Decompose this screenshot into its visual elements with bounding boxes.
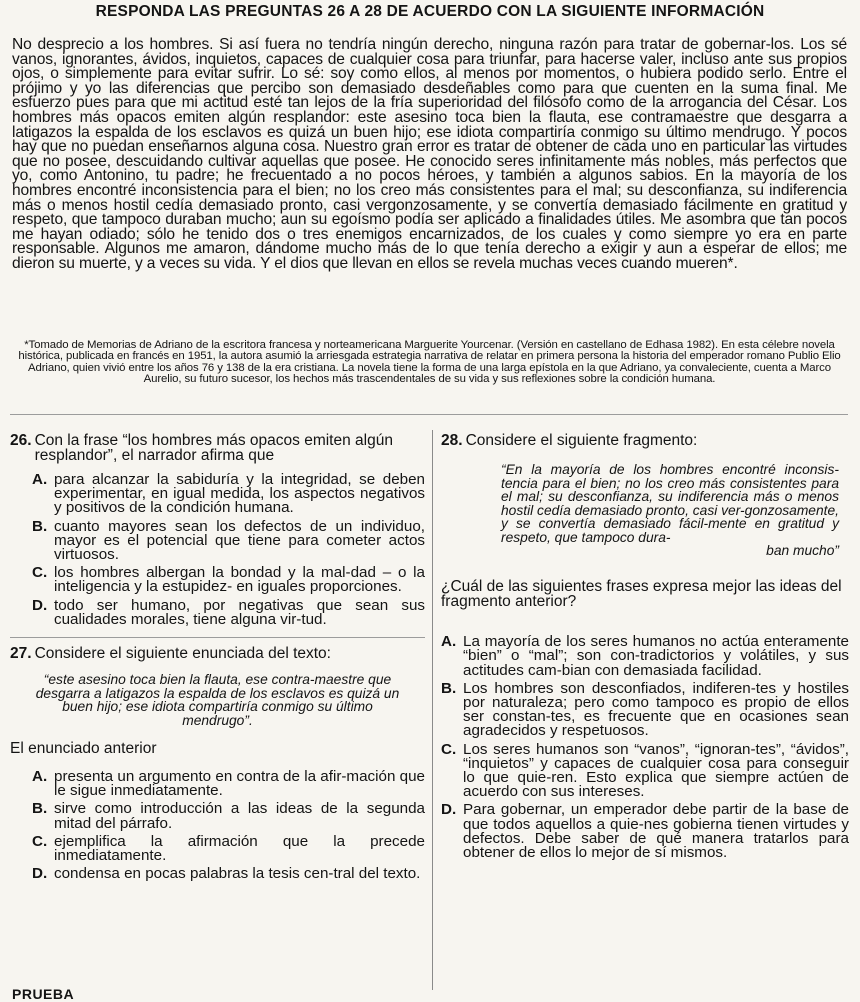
question-prompt: ¿Cuál de las siguientes frases expresa mejor las ideas del fragmento anterior? — [441, 578, 842, 611]
option-letter: B. — [32, 800, 48, 818]
source-footnote: *Tomado de Memorias de Adriano de la escritora francesa y norteamericana Marguerite Yourcenar. (Versión en castellano de Edhasa 1982). En esta célebre novela histórica, publicada en francés en 1951, la autora asumió la arriesgada estrategia narrativa de relatar en primera persona la historia del emperador romano Publio Elio Adriano, quien vivió entre los años 76 y 138 de la era cristiana. La novela tiene la forma de una larga epístola en la que Adriano, ya convaleciente, cuenta a Marco Aurelio, su futuro sucesor, los hechos más trascendentales de su vida y sus reflexiones sobre la condición humana. — [18, 339, 841, 385]
footer-label: PRUEBA — [12, 986, 75, 1002]
question-number: 27. — [10, 645, 32, 663]
option-letter: C. — [441, 740, 457, 758]
option-text: cuanto mayores sean los defectos de un individuo, mayor es el potencial que tiene para cometer actos virtuosos. — [54, 517, 425, 564]
option-letter: A. — [441, 633, 457, 651]
option-text: ejemplifica la afirmación que la precede inmediatamente. — [54, 832, 425, 865]
option-a[interactable] — [441, 635, 849, 678]
question-26 — [10, 433, 425, 627]
question-lead: El enunciado anterior — [10, 740, 157, 758]
option-text: sirve como introducción a las ideas de la segunda mitad del párrafo. — [54, 800, 425, 832]
option-letter: D. — [32, 596, 48, 614]
option-b[interactable] — [32, 517, 425, 564]
option-letter: D. — [441, 801, 457, 819]
option-d[interactable] — [32, 867, 425, 881]
question-number: 28. — [441, 432, 463, 449]
option-c[interactable] — [32, 832, 425, 865]
question-quote: “este asesino toca bien la flauta, ese contra-maestre que desgarra a latigazos la espalda de los esclavos es quizá un buen hijo; ese idiota compartiría conmigo su último mendrugo”. — [35, 672, 400, 728]
option-letter: C. — [32, 564, 48, 582]
reading-passage: No desprecio a los hombres. Si así fuera no tendría ningún derecho, ninguna razón para tratar de gobernar-los. Los sé vanos, ignorantes, ávidos, inquietos, capaces de cualquier cosa para triunfar, para hacerse valer, incluso ante sus propios ojos, o simplemente para evitar sufrir. Lo sé: soy como ellos, al menos por momentos, o hubiera podido serlo. Entre el prójimo y yo las diferencias que percibo son demasiado desdeñables como para que cuenten en la suma final. Me esfuerzo pues para que mi actitud esté tan lejos de la fría superioridad del filósofo como de la arrogancia del César. Los hombres más opacos emiten algún resplandor: este asesino toca bien la flauta, ese contramaestre que desgarra a latigazos la espalda de los esclavos es quizá un buen hijo; ese idiota compartiría conmigo su último mendrugo. Y pocos hay que no puedan enseñarnos alguna cosa. Nuestro gran error es tratar de obtener de cada uno en particular las virtudes que no posee, descuidando cultivar aquellas que posee. He conocido seres infinitamente más nobles, más perfectos que yo, como Antonino, tu padre; he frecuentado a no pocos héroes, y también a algunos sabios. En la mayoría de los hombres encontré inconsistencia para el bien; no los creo más consistentes para el mal; su desconfianza, su indiferencia más o menos hostil cedía demasiado pronto, casi vergonzosamente, y se convertía demasiado fácilmente en gratitud y respeto, que tampoco duraban mucho; aun su egoísmo podía ser aplicado a finalidades útiles. Me asombra que tan pocos me hayan odiado; sólo he tenido dos o tres enemigos encarnizados, de los cuales y como siempre yo era en parte responsable. Algunos me amaron, dándome mucho más de lo que tenía derecho a exigir y aun a esperar de ellos; me dieron su muerte, y a veces su vida. Y el dios que llevan en ellos se revela muchas veces cuando mueren*. — [12, 36, 847, 272]
option-a[interactable] — [32, 770, 425, 798]
question-stem: Considere el siguiente enunciada del texto: — [34, 645, 331, 663]
option-text: Los hombres son desconfiados, indiferen-tes y hostiles por naturaleza; pero como tampoco es propio de ellos ser constan-tes, es frecuente que en ocasiones sean agradecidos y respetuosos. — [463, 679, 849, 740]
option-text: Los seres humanos son “vanos”, “ignoran-tes”, “ávidos”, “inquietos” y capaces de cualquier cosa para conseguir lo que quie-ren. Esto explica que siempre actúen de acuerdo con sus intereses. — [463, 740, 849, 801]
question-27 — [10, 646, 425, 881]
option-letter: C. — [32, 832, 48, 850]
option-letter: A. — [32, 768, 48, 786]
option-text: Para gobernar, un emperador debe partir de la base de que todos aquellos a quie-nes gobierna tienen virtudes y defectos. Debe saber de qué manera tratarlos para obtener de ellos lo mejor de sí mismos. — [463, 801, 849, 862]
question-number: 26. — [10, 432, 32, 449]
question-quote-end: ban mucho” — [766, 543, 839, 558]
option-text: condensa en pocas palabras la tesis cen-tral del texto. — [54, 865, 421, 883]
question-divider — [10, 637, 425, 638]
option-c[interactable] — [32, 566, 425, 594]
left-column — [10, 433, 425, 881]
question-stem: Con la frase “los hombres más opacos emiten algún resplandor”, el narrador afirma que — [34, 432, 393, 464]
option-b[interactable] — [32, 802, 425, 830]
option-letter: D. — [32, 865, 48, 883]
option-letter: B. — [32, 517, 48, 535]
option-text: para alcanzar la sabiduría y la integridad, se deben experimentar, en igual medida, los aspectos negativos y positivos de la condición humana. — [54, 471, 425, 517]
question-stem: Considere el siguiente fragmento: — [465, 432, 698, 449]
option-text: todo ser humano, por negativas que sean sus cualidades morales, tiene alguna vir-tud. — [54, 596, 425, 628]
question-28 — [441, 433, 849, 860]
option-d[interactable] — [32, 596, 425, 628]
question-quote: “En la mayoría de los hombres encontré inconsis-tencia para el bien; no los creo más consistentes para el mal; su desconfianza, su indiferencia más o menos hostil cedía demasiado pronto, casi ver-gonzosamente, y se convertía demasiado fácil-mente en gratitud y respeto, que tampoco dura- — [501, 462, 839, 545]
column-divider — [432, 430, 433, 990]
option-letter: A. — [32, 471, 48, 488]
option-text: La mayoría de los seres humanos no actúa enteramente “bien” o “mal”; son con-tradictorios y volátiles, y sus actitudes cam-bian con demasiada facilidad. — [463, 633, 849, 679]
option-c[interactable] — [441, 740, 849, 801]
option-b[interactable] — [441, 679, 849, 740]
section-divider — [10, 414, 848, 415]
option-text: presenta un argumento en contra de la afir-mación que le sigue inmediatamente. — [54, 768, 425, 800]
option-text: los hombres albergan la bondad y la mal-dad – o la inteligencia y la estupidez- en iguales proporciones. — [54, 564, 425, 596]
section-header: RESPONDA LAS PREGUNTAS 26 A 28 DE ACUERDO CON LA SIGUIENTE INFORMACIÓN — [95, 3, 765, 20]
right-column — [441, 433, 849, 860]
option-d[interactable] — [441, 803, 849, 860]
option-letter: B. — [441, 679, 457, 697]
option-a[interactable] — [32, 473, 425, 516]
